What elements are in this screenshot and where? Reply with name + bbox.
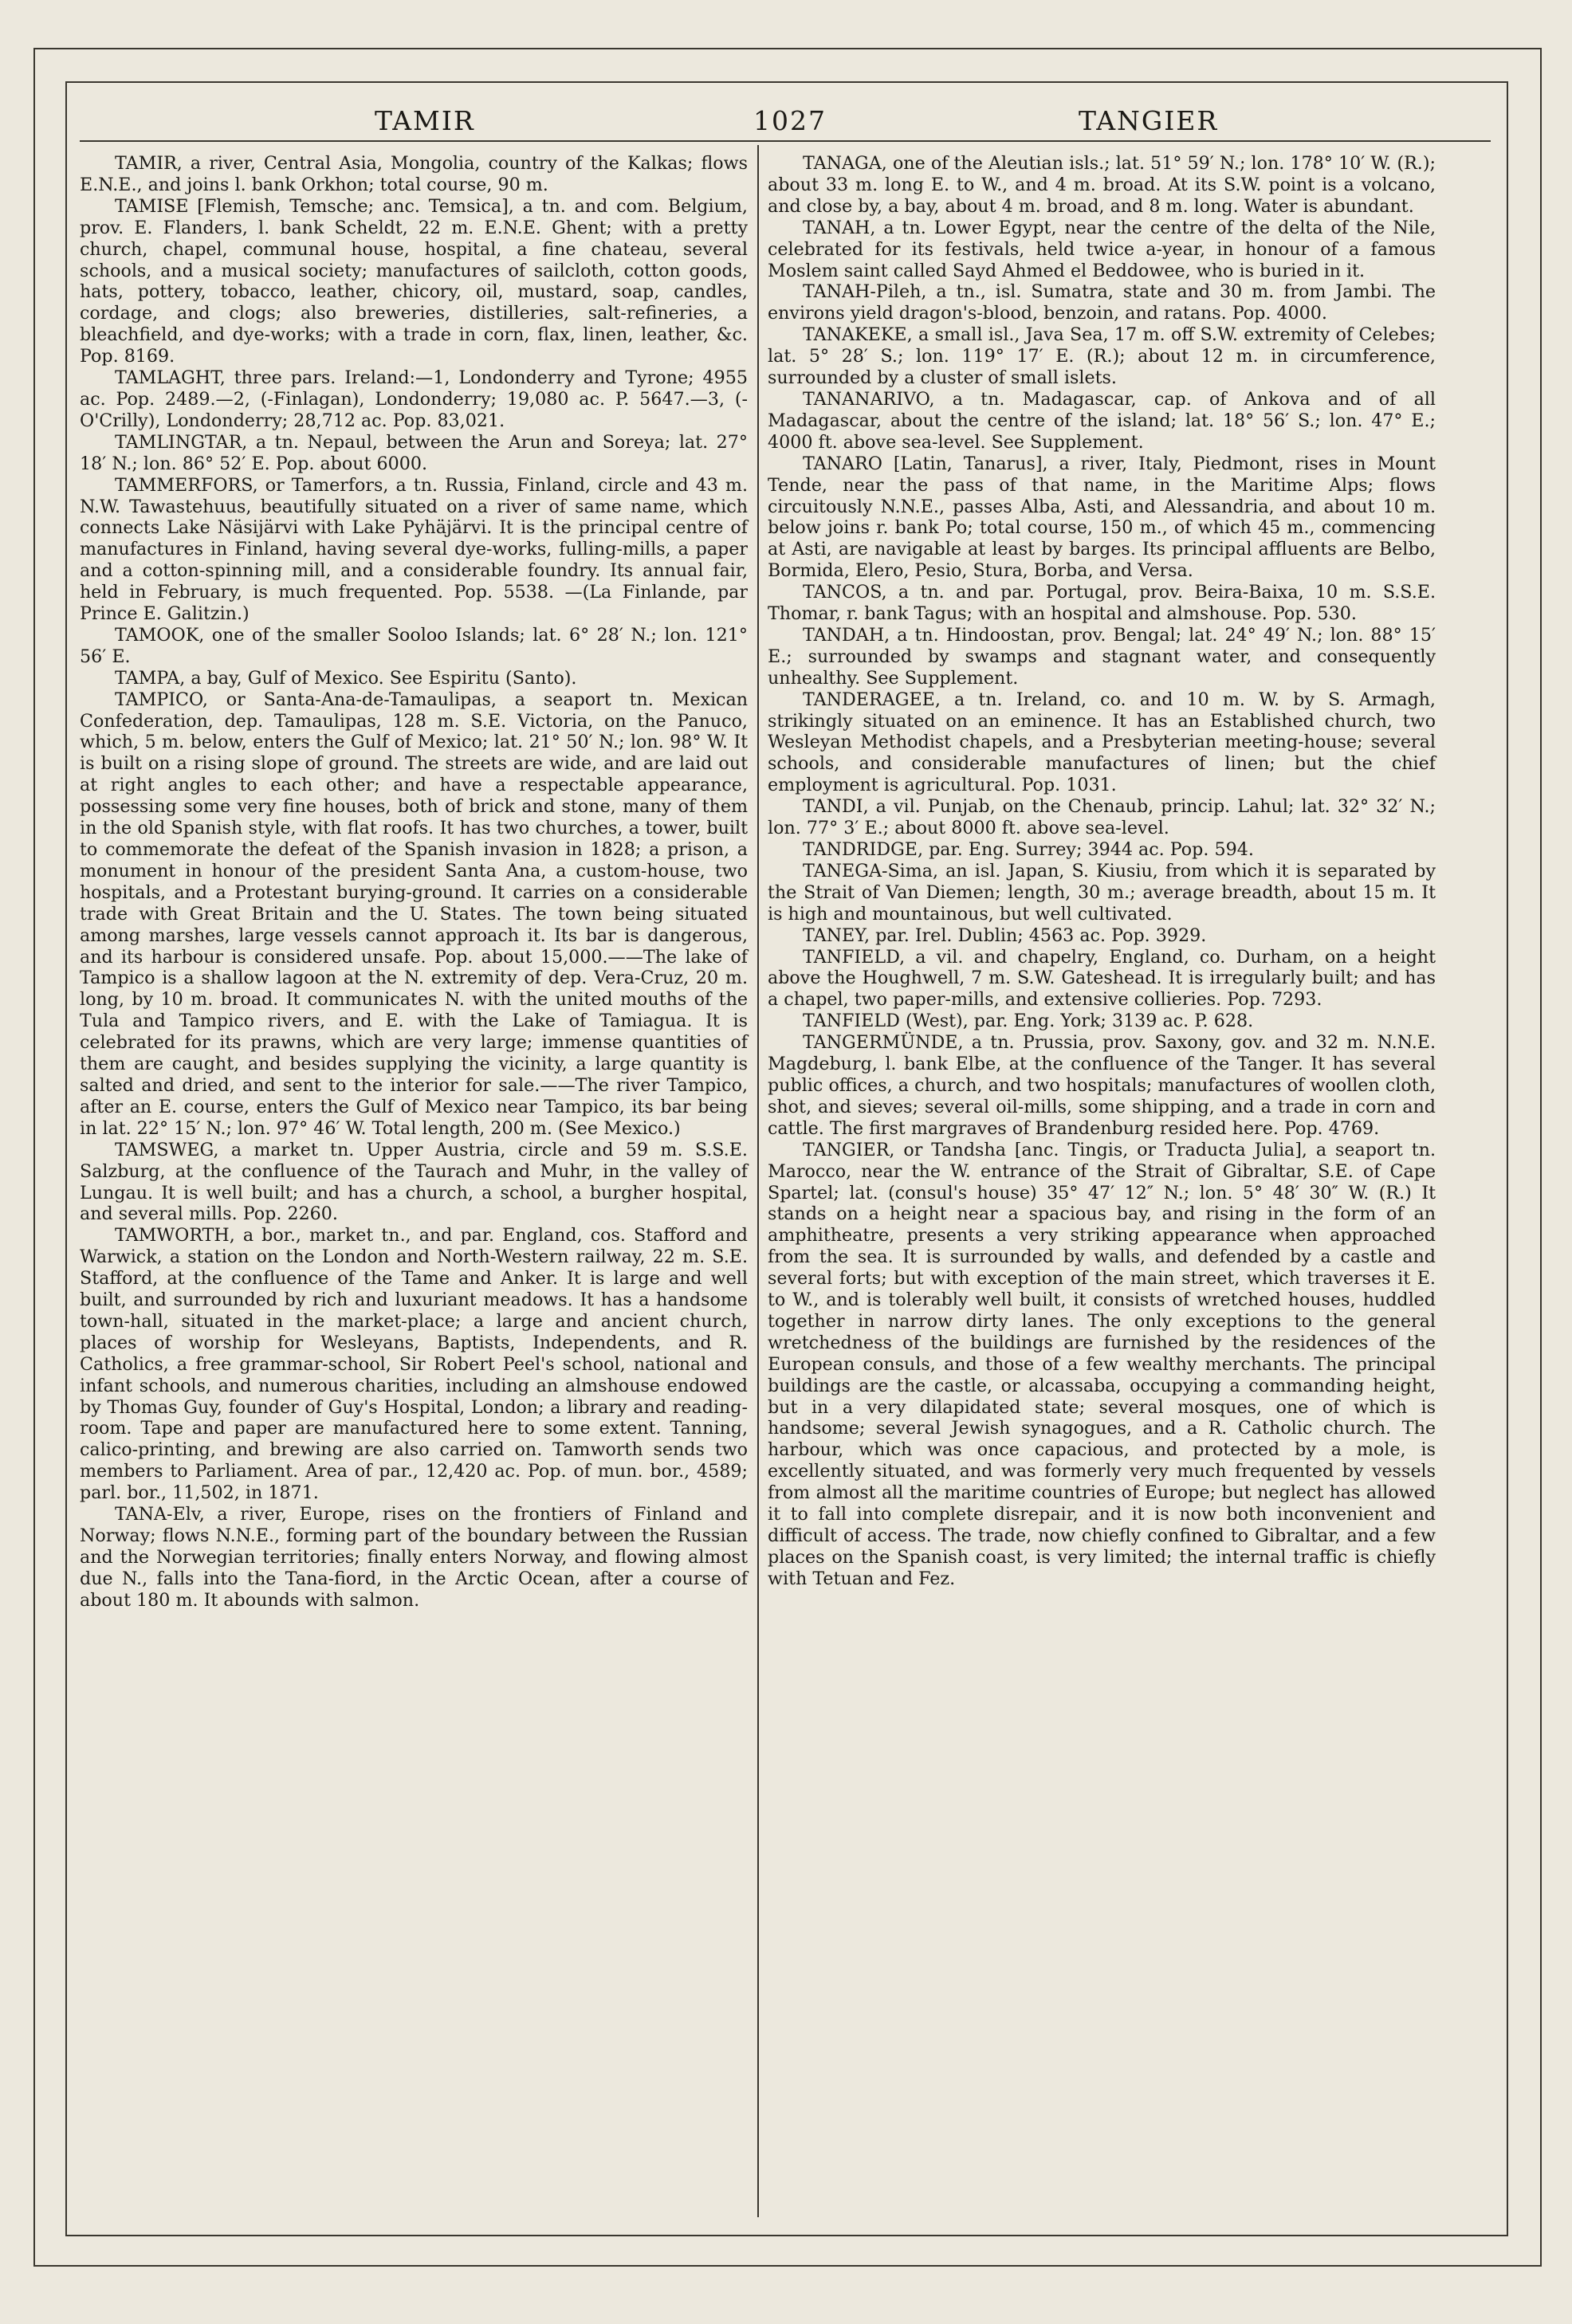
entry-tanfield: TANFIELD, a vil. and chapelry, England, co. Durham, on a height above the Houghwell, 7 m. S.W. Gateshead. It is irregularly built; and has a chapel, two paper-mills, and extensive collieries. Pop. 7293. [768, 946, 1436, 1011]
entry-tanega-sima: TANEGA-Sima, an isl. Japan, S. Kiusiu, from which it is separated by the Strait of Van Diemen; length, 30 m.; average breadth, about 15 m. It is high and mountainous, but well cultivated. [768, 860, 1436, 924]
entry-tamook: TAMOOK, one of the smaller Sooloo Islands; lat. 6° 28′ N.; lon. 121° 56′ E. [80, 624, 748, 667]
entry-tanakeke: TANAKEKE, a small isl., Java Sea, 17 m. off S.W. extremity of Celebes; lat. 5° 28′ S.; lon. 119° 17′ E. (R.); about 12 m. in circumference, surrounded by a cluster of small islets. [768, 324, 1436, 389]
entry-tampico: TAMPICO, or Santa-Ana-de-Tamaulipas, a seaport tn. Mexican Confederation, dep. Tamaulipas, 128 m. S.E. Victoria, on the Panuco, which, 5 m. below, enters the Gulf of Mexico; lat. 21° 50′ N.; lon. 98° W. It is built on a rising slope of ground. The streets are wide, and are laid out at right angles to each other; and have a respectable appearance, possessing some very fine houses, both of brick and stone, many of them in the old Spanish style, with flat roofs. It has two churches, a tower, built to commemorate the defeat of the Spanish invasion in 1828; a prison, a monument in honour of the president Santa Ana, a custom-house, two hospitals, and a Protestant burying-ground. It carries on a considerable trade with Great Britain and the U. States. The town being situated among marshes, large vessels cannot approach it. Its bar is dangerous, and its harbour is considered unsafe. Pop. about 15,000.——The lake of Tampico is a shallow lagoon at the N. extremity of dep. Vera-Cruz, 20 m. long, by 10 m. broad. It communicates N. with the united mouths of the Tula and Tampico rivers, and E. with the Lake of Tamiagua. It is celebrated for its prawns, which are very large; immense quantities of them are caught, and besides supplying the vicinity, a large quantity is salted and dried, and sent to the interior for sale.——The river Tampico, after an E. course, enters the Gulf of Mexico near Tampico, its bar being in lat. 22° 15′ N.; lon. 97° 46′ W. Total length, 200 m. (See Mexico.) [80, 689, 748, 1139]
left-column [80, 153, 748, 1611]
header-left-guideword: TAMIR [375, 105, 475, 136]
entry-tamise: TAMISE [Flemish, Temsche; anc. Temsica], a tn. and com. Belgium, prov. E. Flanders, l. bank Scheldt, 22 m. E.N.E. Ghent; with a pretty church, chapel, communal house, hospital, a fine chateau, several schools, and a musical society; manufactures of sailcloth, cotton goods, hats, pottery, tobacco, leather, chicory, oil, mustard, soap, candles, cordage, and clogs; also breweries, distilleries, salt-refineries, a bleachfield, and dye-works; with a trade in corn, flax, linen, leather, &c. Pop. 8169. [80, 195, 748, 367]
entry-tamir: TAMIR, a river, Central Asia, Mongolia, country of the Kalkas; flows E.N.E., and joins l. bank Orkhon; total course, 90 m. [80, 153, 748, 195]
entry-tanah-pileh: TANAH-Pileh, a tn., isl. Sumatra, state and 30 m. from Jambi. The environs yield dragon's-blood, benzoin, and ratans. Pop. 4000. [768, 281, 1436, 324]
entry-tanaga: TANAGA, one of the Aleutian isls.; lat. 51° 59′ N.; lon. 178° 10′ W. (R.); about 33 m. long E. to W., and 4 m. broad. At its S.W. point is a volcano, and close by, a bay, about 4 m. broad, and 8 m. long. Water is abundant. [768, 153, 1436, 217]
entry-tangermunde: TANGERMÜNDE, a tn. Prussia, prov. Saxony, gov. and 32 m. N.N.E. Magdeburg, l. bank Elbe, at the confluence of the Tanger. It has several public offices, a church, and two hospitals; manufactures of woollen cloth, shot, and sieves; several oil-mills, some shipping, and a trade in corn and cattle. The first margraves of Brandenburg resided here. Pop. 4769. [768, 1032, 1436, 1139]
header-rule [80, 140, 1491, 142]
entry-tamworth: TAMWORTH, a bor., market tn., and par. England, cos. Stafford and Warwick, a station on the London and North-Western railway, 22 m. S.E. Stafford, at the confluence of the Tame and Anker. It is large and well built, and surrounded by rich and luxuriant meadows. It has a handsome town-hall, situated in the market-place; a large and ancient church, places of worship for Wesleyans, Baptists, Independents, and R. Catholics, a free grammar-school, Sir Robert Peel's school, national and infant schools, and numerous charities, including an almshouse endowed by Thomas Guy, founder of Guy's Hospital, London; a library and reading-room. Tape and paper are manufactured here to some extent. Tanning, calico-printing, and brewing are also carried on. Tamworth sends two members to Parliament. Area of par., 12,420 ac. Pop. of mun. bor., 4589; parl. bor., 11,502, in 1871. [80, 1225, 748, 1504]
entry-tammerfors: TAMMERFORS, or Tamerfors, a tn. Russia, Finland, circle and 43 m. N.W. Tawastehuus, beautifully situated on a river of same name, which connects Lake Näsijärvi with Lake Pyhäjärvi. It is the principal centre of manufactures in Finland, having several dye-works, fulling-mills, a paper and a cotton-spinning mill, and a considerable foundry. Its annual fair, held in February, is much frequented. Pop. 5538. —(La Finlande, par Prince E. Galitzin.) [80, 474, 748, 625]
entry-tampa: TAMPA, a bay, Gulf of Mexico. See Espiritu (Santo). [115, 667, 577, 689]
entry-tanfield-west: TANFIELD (West), par. Eng. York; 3139 ac. P. 628. [803, 1011, 1254, 1032]
column-divider [757, 145, 759, 2217]
entry-tananarivo: TANANARIVO, a tn. Madagascar, cap. of Ankova and of all Madagascar, about the centre of the island; lat. 18° 56′ S.; lon. 47° E.; 4000 ft. above sea-level. See Supplement. [768, 388, 1436, 453]
right-column [768, 153, 1436, 1590]
header-right-guideword: TANGIER [1079, 105, 1219, 136]
entry-tamsweg: TAMSWEG, a market tn. Upper Austria, circle and 59 m. S.S.E. Salzburg, at the confluence of the Taurach and Muhr, in the valley of Lungau. It is well built; and has a church, a school, a burgher hospital, and several mills. Pop. 2260. [80, 1139, 748, 1225]
entry-tandridge: TANDRIDGE, par. Eng. Surrey; 3944 ac. Pop. 594. [803, 839, 1254, 860]
entry-tandah: TANDAH, a tn. Hindoostan, prov. Bengal; lat. 24° 49′ N.; lon. 88° 15′ E.; surrounded by swamps and stagnant water, and consequently unhealthy. See Supplement. [768, 624, 1436, 689]
entry-tandi: TANDI, a vil. Punjab, on the Chenaub, princip. Lahul; lat. 32° 32′ N.; lon. 77° 3′ E.; about 8000 ft. above sea-level. [768, 796, 1436, 839]
entry-tamlaght: TAMLAGHT, three pars. Ireland:—1, Londonderry and Tyrone; 4955 ac. Pop. 2489.—2, (-Finlagan), Londonderry; 19,080 ac. P. 5647.—3, (-O'Crilly), Londonderry; 28,712 ac. Pop. 83,021. [80, 367, 748, 431]
entry-tana-elv: TANA-Elv, a river, Europe, rises on the frontiers of Finland and Norway; flows N.N.E., forming part of the boundary between the Russian and the Norwegian territories; finally enters Norway, and flowing almost due N., falls into the Tana-fiord, in the Arctic Ocean, after a course of about 180 m. It abounds with salmon. [80, 1504, 748, 1611]
entry-tangier: TANGIER, or Tandsha [anc. Tingis, or Traducta Julia], a seaport tn. Marocco, near the W. entrance of the Strait of Gibraltar, S.E. of Cape Spartel; lat. (consul's house) 35° 47′ 12″ N.; lon. 5° 48′ 30″ W. (R.) It stands on a height near a spacious bay, and rising in the form of an amphitheatre, presents a very striking appearance when approached from the sea. It is surrounded by walls, and defended by a castle and several forts; but with exception of the main street, which traverses it E. to W., and is tolerably well built, it consists of wretched houses, huddled together in narrow dirty lanes. The only exceptions to the general wretchedness of the buildings are furnished by the residences of the European consuls, and those of a few wealthy merchants. The principal buildings are the castle, or alcassaba, occupying a commanding height, but in a very dilapidated state; several mosques, one of which is handsome; several Jewish synagogues, and a R. Catholic church. The harbour, which was once capacious, and protected by a mole, is excellently situated, and was formerly very much frequented by vessels from almost all the maritime countries of Europe; but neglect has allowed it to fall into complete disrepair, and it is now both inconvenient and difficult of access. The trade, now chiefly confined to Gibraltar, and a few places on the Spanish coast, is very limited; the internal traffic is chiefly with Tetuan and Fez. [768, 1139, 1436, 1589]
running-header [80, 105, 1491, 153]
entry-tanderagee: TANDERAGEE, a tn. Ireland, co. and 10 m. W. by S. Armagh, strikingly situated on an eminence. It has an Established church, two Wesleyan Methodist chapels, and a Presbyterian meeting-house; several schools, and considerable manufactures of linen; but the chief employment is agricultural. Pop. 1031. [768, 689, 1436, 796]
entry-tanaro: TANARO [Latin, Tanarus], a river, Italy, Piedmont, rises in Mount Tende, near the pass of that name, in the Maritime Alps; flows circuitously N.N.E., passes Alba, Asti, and Alessandria, and about 10 m. below joins r. bank Po; total course, 150 m., of which 45 m., commencing at Asti, are navigable at least by barges. Its principal affluents are Belbo, Bormida, Elero, Pesio, Stura, Borba, and Versa. [768, 453, 1436, 582]
page-number: 1027 [753, 105, 827, 136]
entry-taney: TANEY, par. Irel. Dublin; 4563 ac. Pop. 3929. [803, 924, 1207, 946]
entry-tamlingtar: TAMLINGTAR, a tn. Nepaul, between the Arun and Soreya; lat. 27° 18′ N.; lon. 86° 52′ E. Pop. about 6000. [80, 431, 748, 474]
entry-tanah: TANAH, a tn. Lower Egypt, near the centre of the delta of the Nile, celebrated for its festivals, held twice a-year, in honour of a famous Moslem saint called Sayd Ahmed el Beddowee, who is buried in it. [768, 217, 1436, 281]
entry-tancos: TANCOS, a tn. and par. Portugal, prov. Beira-Baixa, 10 m. S.S.E. Thomar, r. bank Tagus; with an hospital and almshouse. Pop. 530. [768, 582, 1436, 625]
